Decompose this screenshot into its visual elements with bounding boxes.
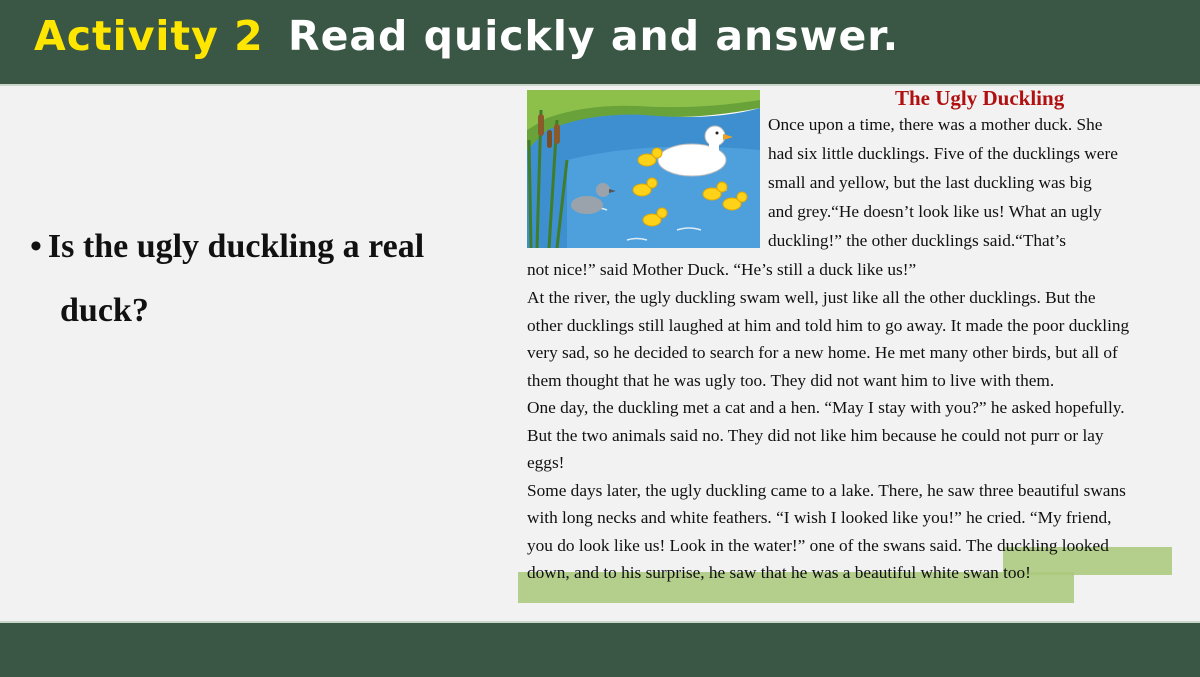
bullet-icon: • — [30, 228, 42, 265]
activity-title: Read quickly and answer. — [288, 12, 900, 60]
story-line: and grey.“He doesn’t look like us! What an ugly — [768, 202, 1102, 221]
question-line-1: Is the ugly duckling a real — [47, 228, 425, 265]
story-line: had six little ducklings. Five of the ducklings were — [768, 144, 1118, 163]
story-line: small and yellow, but the last duckling was big — [768, 173, 1092, 192]
question-line-2: duck? — [60, 292, 149, 329]
activity-label: Activity 2 — [34, 12, 264, 60]
story-title: The Ugly Duckling — [895, 86, 1065, 110]
story-line: duckling!” the other ducklings said.“That’s — [768, 231, 1067, 250]
story-line: Some days later, the ugly duckling came to a lake. There, he saw three beautiful swans — [527, 481, 1126, 500]
question-block — [30, 215, 490, 343]
story-line: At the river, the ugly duckling swam well, just like all the other ducklings. But the — [527, 288, 1096, 307]
story-line: other ducklings still laughed at him and told him to go away. It made the poor duckling — [527, 316, 1130, 335]
story-line: But the two animals said no. They did not like him because he could not purr or lay — [527, 426, 1104, 445]
ducks-in-pond-illustration — [527, 90, 760, 248]
activity-header — [0, 0, 1200, 86]
story-line: One day, the duckling met a cat and a hen. “May I stay with you?” he asked hopefully. — [527, 398, 1125, 417]
story-line: eggs! — [527, 453, 565, 472]
story-line: very sad, so he decided to search for a new home. He met many other birds, but all of — [527, 343, 1118, 362]
story-line: down, and to his surprise, he saw that he was a beautiful white swan too! — [527, 563, 1031, 582]
story-line: with long necks and white feathers. “I wish I looked like you!” he cried. “My friend, — [527, 508, 1112, 527]
story-line: them thought that he was ugly too. They did not want him to live with them. — [527, 371, 1055, 390]
story-line: Once upon a time, there was a mother duck. She — [768, 115, 1103, 134]
story-line: not nice!” said Mother Duck. “He’s still a duck like us!” — [527, 260, 917, 279]
footer-bar — [0, 621, 1200, 677]
story-line: you do look like us! Look in the water!” one of the swans said. The duckling looked — [527, 536, 1109, 555]
